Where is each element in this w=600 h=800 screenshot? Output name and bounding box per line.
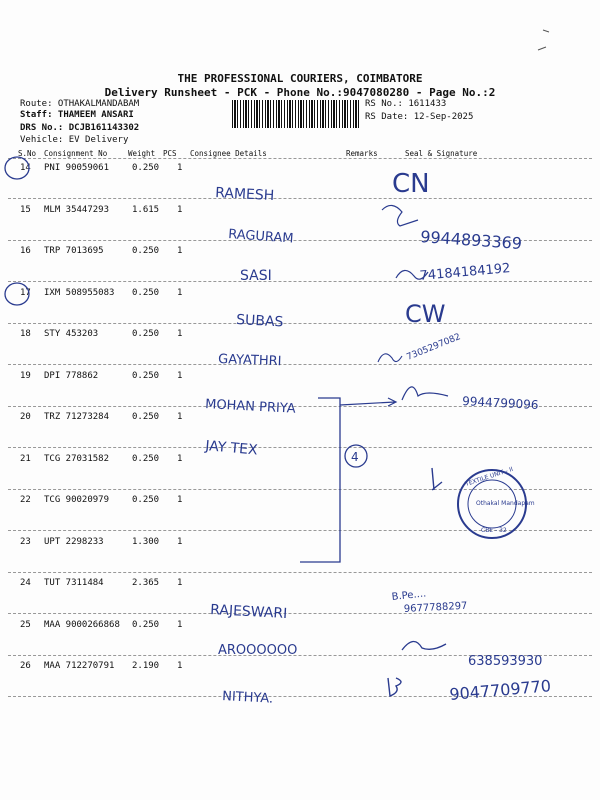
- sig-24-name: B.Pe....: [391, 588, 427, 603]
- group-bracket: [300, 398, 340, 562]
- row-pcs: 1: [177, 578, 183, 588]
- row-sno: 14: [20, 163, 31, 173]
- row-weight: 1.300: [132, 537, 160, 547]
- row-consignment-no: MLM 35447293: [44, 205, 110, 215]
- row-sno: 21: [20, 454, 31, 464]
- staff-label: Staff: THAMEEM ANSARI: [20, 110, 134, 120]
- runsheet-subtitle: Delivery Runsheet - PCK - Phone No.:9047080280 - Page No.:2: [104, 86, 496, 99]
- rs-date: RS Date: 12-Sep-2025: [365, 112, 474, 122]
- circle-mark-17: [5, 283, 29, 305]
- corner-marks: [538, 30, 549, 50]
- stamp-place-text: Othakal Mandapam: [476, 500, 535, 507]
- row-sno: 24: [20, 578, 31, 588]
- sig-16-phone: 74184184192: [419, 261, 511, 284]
- row-pcs: 1: [177, 288, 183, 298]
- row-sno: 17: [20, 288, 31, 298]
- sig-19-phone: 9944799096: [461, 394, 539, 412]
- row-weight: 0.250: [132, 495, 160, 505]
- row-weight: 0.250: [132, 288, 160, 298]
- hw-name-mohan-priya: MOHAN PRIYA: [204, 397, 296, 417]
- hw-name-subas: SUBAS: [235, 312, 284, 331]
- vehicle-label: Vehicle: EV Delivery: [20, 135, 129, 145]
- row-sno: 22: [20, 495, 31, 505]
- sig-15-scribble: [382, 205, 418, 226]
- company-stamp: [458, 466, 535, 538]
- row-consignment-no: TRP 7013695: [44, 246, 104, 256]
- stamp-unit-text: TEXTILE UNIT - II: [464, 465, 514, 488]
- col-sno: S.No: [18, 149, 37, 158]
- col-remarks: Remarks: [346, 149, 378, 158]
- row-consignment-no: IXM 508955083: [44, 288, 115, 298]
- row-sno: 26: [20, 661, 31, 671]
- sig-21-mark: [432, 468, 442, 490]
- col-seal: Seal & Signature: [405, 149, 478, 158]
- row-weight: 1.615: [132, 205, 160, 215]
- row-weight: 0.250: [132, 620, 160, 630]
- row-sno: 25: [20, 620, 31, 630]
- row-pcs: 1: [177, 620, 183, 630]
- sig-26-phone: 9047709770: [448, 676, 552, 704]
- row-consignment-no: UPT 2298233: [44, 537, 104, 547]
- row-consignment-no: DPI 778862: [44, 371, 99, 381]
- sig-26-scribble: [388, 678, 401, 696]
- sig-14: CN: [392, 169, 430, 199]
- row-pcs: 1: [177, 454, 183, 464]
- row-pcs: 1: [177, 537, 183, 547]
- row-pcs: 1: [177, 329, 183, 339]
- rs-number: RS No.: 1611433: [365, 99, 447, 109]
- row-consignment-no: PNI 90059061: [44, 163, 110, 173]
- hw-name-raguram: RAGURAM: [227, 227, 294, 247]
- col-pcs: PCS: [163, 149, 177, 158]
- row-pcs: 1: [177, 371, 183, 381]
- sig-24-phone: 9677788297: [403, 600, 468, 615]
- route-label: Route: OTHAKALMANDABAM: [20, 99, 140, 109]
- row-sno: 20: [20, 412, 31, 422]
- hw-name-arooo: AROOOOOO: [218, 643, 298, 658]
- row-consignment-no: STY 453203: [44, 329, 99, 339]
- hw-name-ramesh: RAMESH: [214, 185, 275, 205]
- col-consignee: Consignee Details: [190, 149, 267, 158]
- row-pcs: 1: [177, 163, 183, 173]
- row-consignment-no: TRZ 71273284: [44, 412, 110, 422]
- row-weight: 0.250: [132, 412, 160, 422]
- hw-name-gayathri: GAYATHRI: [217, 352, 282, 370]
- row-pcs: 1: [177, 412, 183, 422]
- sig-25-phone: 638593930: [468, 654, 543, 669]
- row-pcs: 1: [177, 495, 183, 505]
- row-weight: 0.250: [132, 163, 160, 173]
- row-pcs: 1: [177, 246, 183, 256]
- sig-15-phone: 9944893369: [419, 227, 523, 254]
- hw-name-sasi: SASI: [240, 268, 272, 284]
- row-consignment-no: TUT 7311484: [44, 578, 104, 588]
- row-consignment-no: TCG 90020979: [44, 495, 110, 505]
- row-sno: 15: [20, 205, 31, 215]
- row-pcs: 1: [177, 661, 183, 671]
- row-weight: 0.250: [132, 371, 160, 381]
- row-consignment-no: MAA 9000266868: [44, 620, 120, 630]
- col-weight: Weight: [128, 149, 156, 158]
- sig-25-scribble: [402, 641, 446, 650]
- row-sno: 16: [20, 246, 31, 256]
- sig-18-phone: 7305297082: [405, 332, 463, 363]
- row-consignment-no: MAA 712270791: [44, 661, 115, 671]
- row-sno: 18: [20, 329, 31, 339]
- hw-name-nithya: NITHYA.: [221, 689, 274, 707]
- row-weight: 0.250: [132, 246, 160, 256]
- hw-count: 4: [351, 450, 359, 464]
- row-pcs: 1: [177, 205, 183, 215]
- hw-name-rajeswari: RAJESWARI: [209, 602, 288, 623]
- company-title: THE PROFESSIONAL COURIERS, COIMBATORE: [177, 72, 423, 85]
- row-weight: 2.190: [132, 661, 160, 671]
- row-weight: 0.250: [132, 454, 160, 464]
- sig-19-scribble: [402, 387, 448, 400]
- circle-mark-14: [5, 157, 29, 179]
- arrow-mark: [340, 398, 396, 406]
- row-sno: 19: [20, 371, 31, 381]
- sig-18-scribble: [378, 354, 402, 362]
- row-weight: 0.250: [132, 329, 160, 339]
- hw-name-jay-tex: JAY TEX: [204, 438, 259, 459]
- row-weight: 2.365: [132, 578, 160, 588]
- row-consignment-no: TCG 27031582: [44, 454, 110, 464]
- row-sno: 23: [20, 537, 31, 547]
- sig-17: CW: [405, 300, 446, 328]
- col-consignment: Consignment No: [44, 149, 108, 158]
- stamp-code-text: CBE - 32: [481, 527, 507, 534]
- drs-label: DRS No.: DCJB161143302: [20, 123, 140, 133]
